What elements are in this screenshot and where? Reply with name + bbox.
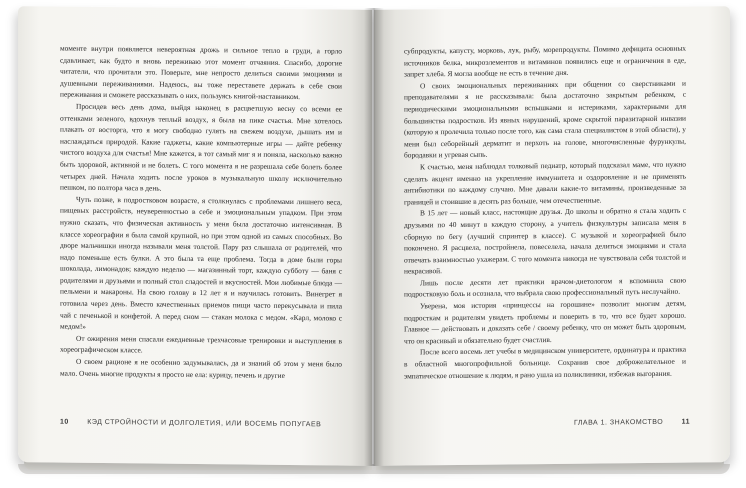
- left-paragraph-5: О своем рационе я не особенно задумывалась, да и знаний об этом у меня было мало. Очень многие продукты я просто не ела: курицу, печень и другие: [60, 356, 342, 380]
- left-paragraph-3: Чуть позже, в подростковом возрасте, я столкнулась с проблемами лишнего веса, пищевых расстройств, неуверенностью в себе и эмоциональным упадком. При этом нужно сказать, что физическая активность у меня была достаточно интенсивная. В классе хореографии я была самой крупной, но при этом одной из самых способных. Во дворе мальчишки иногда называли меня толстой. Пару раз слышала от родителей, что надо поменьше есть булки. А это была та еще проблема. Тогда в доме были горы шоколада, лимонадов; каждую неделю — магазинный торт, каждую субботу — баня с родителями и друзьями и полный стол сладостей и вкусностей. Мои любимые блюда — пельмени и макароны. На свою голову в 12 лет я и научилась готовить. Винегрет я готовила через день. Вместо качественных приемов пищи часто перекусывала и пила чай с печенькой и конфетой. А перед сном — стакан молока с медом. «Карл, молоко с медом!»: [60, 194, 342, 332]
- left-paragraph-2: Просидев весь день дома, выйдя наконец в расцветшую весну со всеми ее оттенками зеленого, вдохнув теплый воздух, я была на пике счастья. Мне хотелось плакать от восторга, что я могу свободно гулять на свежем воздухе, дышать им и наслаждаться природой. Какие гаджеты, какие компьютерные игры — дайте ребенку чистого воздуха для счастья! Мне кажется, в тот самый миг я и поняла, насколько важно быть здоровой, активной и не болеть. С того момента я не разрешала себе болеть более четырех дней. Начала ходить после уроков в музыкальную школу исключительно пешком, по полтора часа в день.: [60, 101, 342, 193]
- right-page: [374, 6, 730, 466]
- right-paragraph-5: Лишь после десяти лет практики врачом-диетологом я вспомнила свою подростковую боль и осознала, что выбрала свою профессиональный путь неслучайно.: [404, 275, 686, 300]
- open-book: [18, 8, 730, 478]
- right-page-number: 11: [681, 418, 690, 426]
- right-paragraph-2: О своих эмоциональных переживаниях при общении со сверстниками и преподавателями я не рассказывала: была достаточно закрытым ребенком, с периодическими эмоциональными вспышками и истериками, характерными для большинства подростков. Из явных нарушений, кроме скрытой паразитарной инвазии (которую я пролечила только после того, как сама стала специалистом в этой области), у меня был себорейный дерматит и перхоть на голове, многочисленные фурункулы, бородавки и угревая сыпь.: [404, 78, 686, 160]
- left-page-number: 10: [60, 418, 69, 426]
- left-paragraph-4: От ожирения меня спасали ежедневные трехчасовые тренировки и выступления в хореографическом классе.: [60, 333, 342, 355]
- left-paragraph-1: моменте внутри появляется невероятная дрожь и сильное тепло в груди, а горло сдавливает, как будто я вновь переживаю этот момент отчаяния. Спасибо, дорогие читатели, что прочитали это. Поверьте, мне непросто делиться своими эмоциями и душевными переживаниями. Надеюсь, вы тоже переставете держать в себе свои переживания и сможете рассказывать о них, пользуясь книгой-наставником.: [60, 43, 342, 102]
- left-page: [18, 6, 372, 466]
- right-paragraph-1: субпродукты, капусту, морковь, лук, рыбу, морепродукты. Помимо дефицита основных источников белка, микроэлементов и витаминов появились еще и ограничения в еде, запрет хлеба. Я могла вообще не есть в течение дня.: [404, 43, 686, 79]
- right-page-footer: [574, 419, 690, 427]
- right-paragraph-6: Уверена, моя история «принцессы на горошине» позволит многим детям, подросткам и родителям увидеть проблемы и поверить в то, что все будет хорошо. Главное — действовать и доказать себе / своему ребенку, что он может быть здоровым, что он красивый и обязательно будет счастлив.: [404, 298, 686, 346]
- right-paragraph-7: После всего восемь лет учебы в медицинском университете, ординатура и практика в областной многопрофильной больнице. Сохранив свое доброжелательное и эмпатическое отношение к людям, я рано ушла из поликлиники, избежав выгорания.: [404, 345, 686, 381]
- right-running-title: ГЛАВА 1. ЗНАКОМСТВО: [573, 418, 664, 427]
- left-running-title: КЭД СТРОЙНОСТИ И ДОЛГОЛЕТИЯ, ИЛИ ВОСЕМЬ ПОПУГАЕВ: [87, 418, 322, 429]
- right-page-text: [404, 43, 686, 382]
- left-page-footer: [60, 419, 321, 429]
- right-paragraph-4: В 15 лет — новый класс, настоящие друзья. До школы и обратно я стала ходить с друзьями по 40 минут в каждую сторону, а учитель физкультуры записала меня в сборную по бегу (лучший спринтер в классе). С музыкой и хореографией было покончено. Я расцвела, постройнела, повеселела, начала делиться эмоциями и стала отвечать взаимностью ухажерам. С того момента никогда не чувствовала себя толстой и некрасивой.: [404, 205, 686, 276]
- right-paragraph-3: К счастью, меня наблюдал толковый педиатр, который подсказал маме, что нужно сделать акцент именно на укрепление иммунитета и оздоровление и не применять антибиотики по каждому случаю. Мне давали какие-то витамины, произведенные за границей и стоившие в десять раз больше, чем отечественные.: [404, 159, 686, 207]
- left-page-text: [60, 43, 342, 382]
